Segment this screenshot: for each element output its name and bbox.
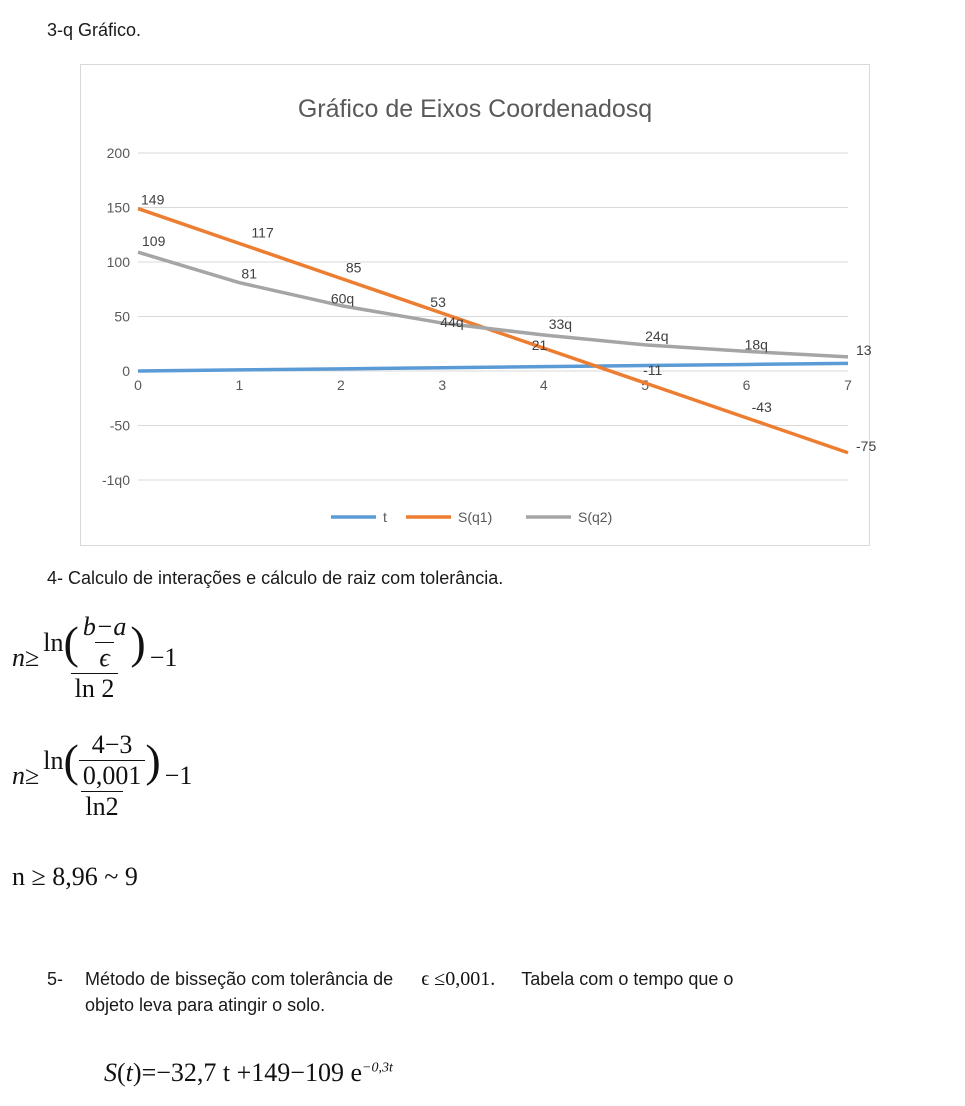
legend-label: S(q2) <box>578 509 613 525</box>
chart-title: Gráfico de Eixos Coordenadosq <box>297 95 653 123</box>
data-label: 109 <box>142 233 166 250</box>
y-tick-label: 0 <box>122 363 130 379</box>
iterations-result: n ≥ 8,96 ~ 9 <box>12 862 138 891</box>
y-tick-label: 150 <box>106 199 130 216</box>
y-tick-label: -1q0 <box>101 472 130 488</box>
ln2-denominator: ln2 <box>81 791 122 822</box>
inner-numerator: b−a <box>82 612 127 641</box>
inner-fraction <box>79 612 131 673</box>
var-n: n <box>12 643 25 672</box>
minus-one: −1 <box>164 761 193 790</box>
series-line-t <box>138 363 848 371</box>
formula-rhs: =−32,7 t +149−109 e <box>141 1058 362 1087</box>
x-tick-label: 4 <box>539 377 548 393</box>
chart-container <box>80 64 877 546</box>
inner-fraction <box>79 730 146 791</box>
data-label: 85 <box>345 259 362 276</box>
ln-label: ln <box>43 627 64 657</box>
data-label: 13 <box>856 341 872 358</box>
inner-denominator: 0,001 <box>79 760 146 791</box>
line-chart <box>81 65 877 545</box>
section-5-line2: objeto leva para atingir o solo. <box>85 995 326 1015</box>
data-label: 60q <box>330 290 355 307</box>
ge-sign: ≥ <box>25 761 40 790</box>
x-tick-label: 7 <box>844 377 852 393</box>
data-label: 149 <box>141 191 165 208</box>
data-label: -75 <box>856 437 877 454</box>
main-fraction: ln ( $\frac{b-a}{\epsilon}$ ) ln 2 <box>43 612 146 703</box>
x-tick-label: 1 <box>235 377 244 393</box>
y-tick-label: 50 <box>114 308 130 325</box>
section-5-number: 5- <box>47 969 64 989</box>
legend-label: t <box>383 509 387 525</box>
data-label: 33q <box>548 316 573 333</box>
position-formula: S(t)=−32,7 t +149−109 $e^{-0,3t}$ <box>104 1058 393 1087</box>
data-label: 24q <box>645 327 669 344</box>
x-tick-label: 0 <box>134 377 142 393</box>
data-label: 18q <box>744 336 768 353</box>
y-tick-label: 100 <box>106 254 130 270</box>
legend-label: S(q1) <box>458 509 493 525</box>
x-tick-label: 5 <box>641 377 650 393</box>
ge-sign: ≥ <box>25 643 40 672</box>
inner-numerator: 4−3 <box>91 730 133 759</box>
section-3-heading: 3-q Gráfico. <box>47 20 142 40</box>
ln2-denominator: ln 2 <box>71 673 119 704</box>
x-tick-label: 3 <box>438 377 447 393</box>
minus-one: −1 <box>149 643 178 672</box>
main-fraction: ln ( $\frac{4-3}{0,001}$ ) ln2 <box>43 730 161 821</box>
data-label: 44q <box>440 314 464 331</box>
section-5-text: Método de bisseção com tolerância de <box>85 969 394 989</box>
data-label: 117 <box>251 224 274 241</box>
y-tick-label: -50 <box>109 417 130 434</box>
y-tick-label: 200 <box>106 145 130 161</box>
data-label: -11 <box>643 361 663 378</box>
data-label: -43 <box>751 398 772 415</box>
section-5-text-cont: Tabela com o tempo que o <box>521 969 734 989</box>
tolerance-expression: ϵ ≤0,001. <box>421 968 496 990</box>
inner-denominator: ϵ <box>95 642 113 673</box>
formula-exponent: −0,3t <box>362 1060 393 1076</box>
data-label: 53 <box>430 294 446 311</box>
formula-iterations-general <box>12 612 177 704</box>
ln-label: ln <box>43 745 64 775</box>
data-label: 21 <box>531 337 548 354</box>
data-label: 81 <box>241 265 258 282</box>
x-tick-label: 6 <box>742 377 751 393</box>
formula-t: t <box>125 1058 133 1087</box>
section-5 <box>47 968 927 1016</box>
var-n: n <box>12 761 25 790</box>
section-4-heading: 4- Calculo de interações e cálculo de raiz com tolerância. <box>47 568 504 588</box>
formula-iterations-numeric <box>12 730 192 822</box>
formula-s: S <box>104 1058 117 1087</box>
x-tick-label: 2 <box>336 377 345 393</box>
